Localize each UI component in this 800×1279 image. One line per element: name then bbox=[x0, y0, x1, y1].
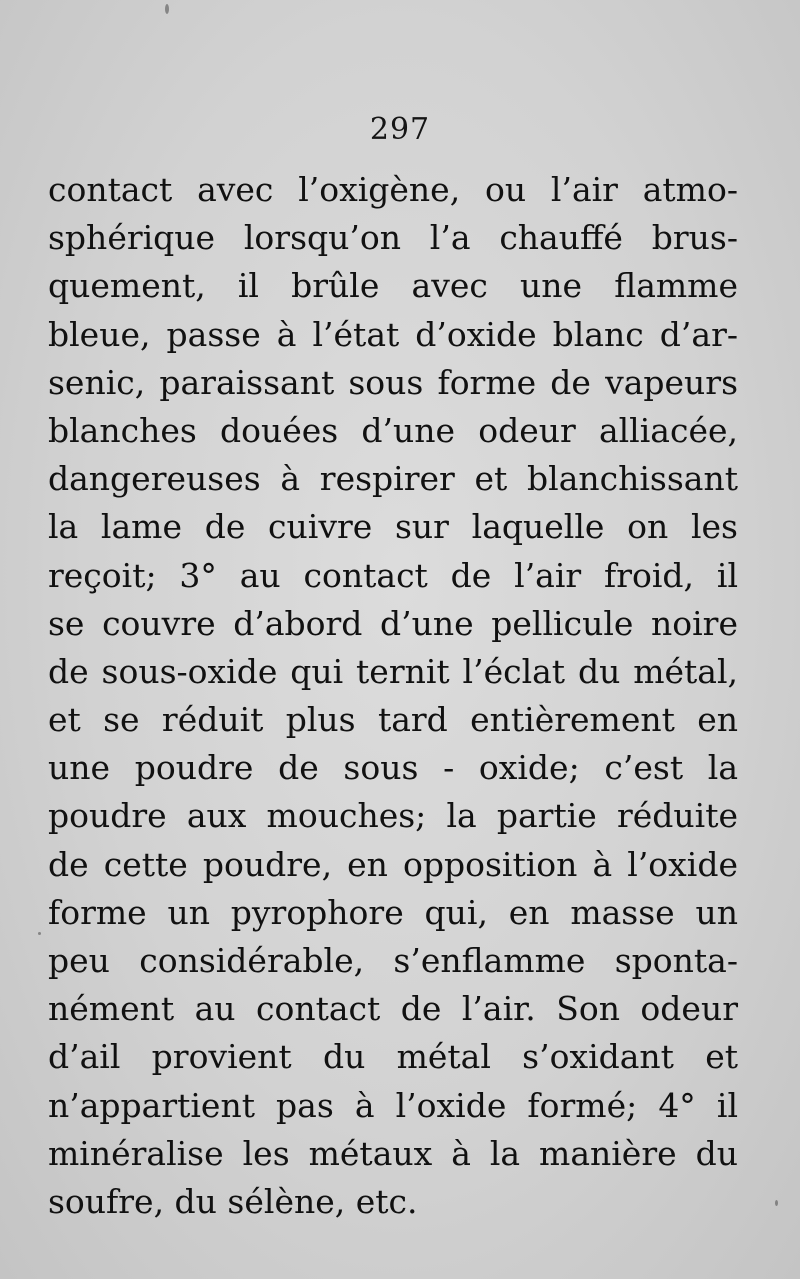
text-line: d’ail provient du métal s’oxidant et bbox=[48, 1037, 738, 1077]
text-line: minéralise les métaux à la manière du bbox=[48, 1133, 738, 1173]
text-line: et se réduit plus tard entièrement en bbox=[48, 700, 738, 740]
text-line: quement, il brûle avec une flamme bbox=[48, 266, 738, 306]
page-number: 297 bbox=[369, 112, 431, 147]
text-line: une poudre de sous - oxide; c’est la bbox=[48, 748, 738, 788]
text-line: la lame de cuivre sur laquelle on les bbox=[48, 507, 738, 547]
paper-speck bbox=[165, 4, 169, 14]
text-line: n’appartient pas à l’oxide formé; 4° il bbox=[48, 1085, 738, 1125]
text-line: se couvre d’abord d’une pellicule noire bbox=[48, 603, 738, 643]
text-line: reçoit; 3° au contact de l’air froid, il bbox=[48, 555, 738, 595]
text-line: poudre aux mouches; la partie réduite bbox=[48, 796, 738, 836]
text-line: peu considérable, s’enflamme sponta- bbox=[48, 941, 738, 980]
paper-speck bbox=[38, 932, 41, 935]
paper-speck bbox=[775, 1200, 778, 1206]
text-line: de sous-oxide qui ternit l’éclat du métal, bbox=[48, 651, 738, 691]
text-line: de cette poudre, en opposition à l’oxide bbox=[48, 844, 738, 884]
text-line: dangereuses à respirer et blanchissant bbox=[48, 459, 738, 499]
text-line: contact avec l’oxigène, ou l’air atmo- bbox=[48, 170, 738, 209]
text-line: blanches douées d’une odeur alliacée, bbox=[48, 410, 738, 450]
text-line: nément au contact de l’air. Son odeur bbox=[48, 989, 738, 1029]
text-line: senic, paraissant sous forme de vapeurs bbox=[48, 362, 738, 402]
body-text bbox=[48, 166, 738, 1226]
text-line: bleue, passe à l’état d’oxide blanc d’ar- bbox=[48, 314, 738, 354]
text-line: sphérique lorsqu’on l’a chauffé brus- bbox=[48, 218, 738, 258]
text-line: forme un pyrophore qui, en masse un bbox=[48, 892, 738, 932]
text-line: soufre, du sélène, etc. bbox=[48, 1181, 418, 1221]
